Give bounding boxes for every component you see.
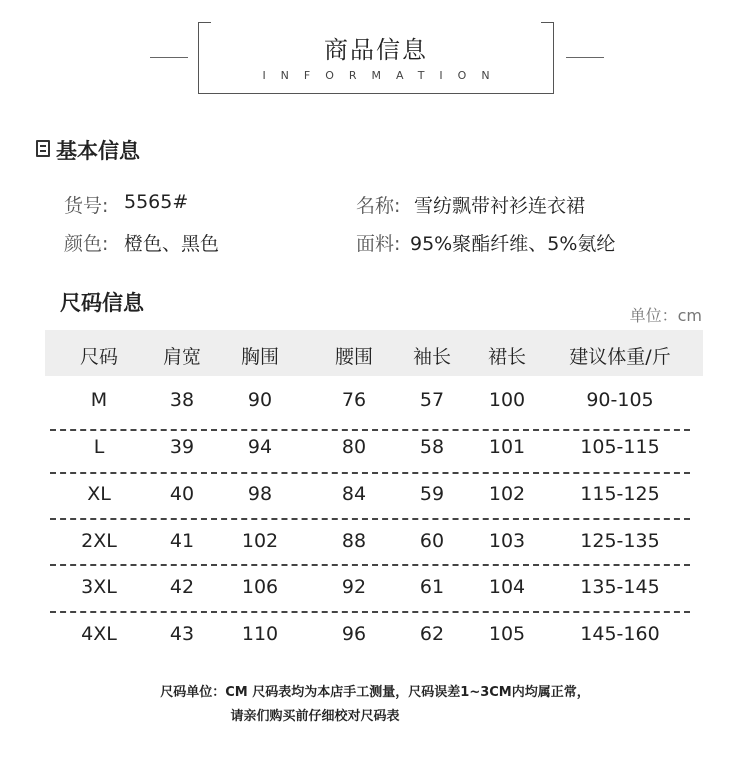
table-cell: 105-115 bbox=[580, 436, 660, 458]
table-cell: 62 bbox=[419, 623, 445, 645]
table-cell: L bbox=[93, 436, 105, 458]
column-header: 腰围 bbox=[334, 346, 373, 368]
table-cell: 135-145 bbox=[580, 576, 660, 598]
row-divider bbox=[50, 472, 690, 474]
table-cell: 57 bbox=[419, 389, 445, 411]
row-divider bbox=[50, 564, 690, 566]
table-cell: M bbox=[90, 389, 108, 411]
table-cell: 84 bbox=[341, 483, 367, 505]
table-cell: 88 bbox=[341, 530, 367, 552]
header-subtitle: INFORMATION bbox=[262, 69, 505, 82]
table-cell: 125-135 bbox=[580, 530, 660, 552]
item-number-label: 货号: bbox=[64, 195, 109, 217]
footer-note-line1: 尺码单位：CM 尺码表均为本店手工测量，尺码误差1~3CM内均属正常， bbox=[160, 685, 590, 700]
table-cell: 100 bbox=[488, 389, 526, 411]
table-cell: 41 bbox=[169, 530, 195, 552]
footer-note-line2: 请亲们购买前仔细校对尺码表 bbox=[230, 709, 400, 724]
table-cell: 102 bbox=[241, 530, 279, 552]
product-name-value: 雪纺飘带衬衫连衣裙 bbox=[414, 195, 586, 217]
table-cell: 39 bbox=[169, 436, 195, 458]
header-title: 商品信息 bbox=[324, 36, 428, 64]
unit-label: 单位：cm bbox=[629, 306, 702, 325]
table-cell: 106 bbox=[241, 576, 279, 598]
row-divider bbox=[50, 518, 690, 520]
table-cell: 43 bbox=[169, 623, 195, 645]
table-cell: 104 bbox=[488, 576, 526, 598]
document-icon bbox=[36, 140, 50, 157]
size-info-title: 尺码信息 bbox=[60, 291, 144, 315]
fabric-label: 面料: bbox=[356, 233, 401, 255]
basic-info-title: 基本信息 bbox=[56, 139, 140, 163]
color-label: 颜色: bbox=[64, 233, 109, 255]
header-line-left bbox=[150, 57, 188, 58]
column-header: 袖长 bbox=[412, 346, 451, 368]
table-cell: 40 bbox=[169, 483, 195, 505]
column-header: 胸围 bbox=[240, 346, 279, 368]
table-cell: 94 bbox=[247, 436, 273, 458]
row-divider bbox=[50, 611, 690, 613]
table-cell: 105 bbox=[488, 623, 526, 645]
item-number-value: 5565# bbox=[124, 191, 189, 213]
table-cell: 38 bbox=[169, 389, 195, 411]
table-cell: 80 bbox=[341, 436, 367, 458]
table-cell: XL bbox=[87, 483, 111, 505]
table-cell: 145-160 bbox=[580, 623, 660, 645]
row-divider bbox=[50, 429, 690, 431]
table-cell: 96 bbox=[341, 623, 367, 645]
table-cell: 61 bbox=[419, 576, 445, 598]
table-cell: 115-125 bbox=[580, 483, 660, 505]
table-cell: 102 bbox=[488, 483, 526, 505]
table-cell: 92 bbox=[341, 576, 367, 598]
table-cell: 101 bbox=[488, 436, 526, 458]
color-value: 橙色、黑色 bbox=[124, 233, 220, 255]
table-cell: 2XL bbox=[81, 530, 117, 552]
table-cell: 3XL bbox=[81, 576, 117, 598]
table-cell: 76 bbox=[341, 389, 367, 411]
table-cell: 90-105 bbox=[586, 389, 654, 411]
table-cell: 42 bbox=[169, 576, 195, 598]
fabric-value: 95%聚酯纤维、5%氨纶 bbox=[410, 233, 616, 255]
header-line-right bbox=[566, 57, 604, 58]
table-cell: 103 bbox=[488, 530, 526, 552]
table-cell: 90 bbox=[247, 389, 273, 411]
column-header: 肩宽 bbox=[162, 346, 201, 368]
column-header: 尺码 bbox=[79, 346, 118, 368]
table-cell: 98 bbox=[247, 483, 273, 505]
table-cell: 4XL bbox=[81, 623, 117, 645]
column-header: 建议体重/斤 bbox=[569, 346, 671, 368]
table-cell: 60 bbox=[419, 530, 445, 552]
product-name-label: 名称: bbox=[356, 195, 401, 217]
table-cell: 59 bbox=[419, 483, 445, 505]
table-cell: 58 bbox=[419, 436, 445, 458]
table-cell: 110 bbox=[241, 623, 279, 645]
column-header: 裙长 bbox=[487, 346, 526, 368]
